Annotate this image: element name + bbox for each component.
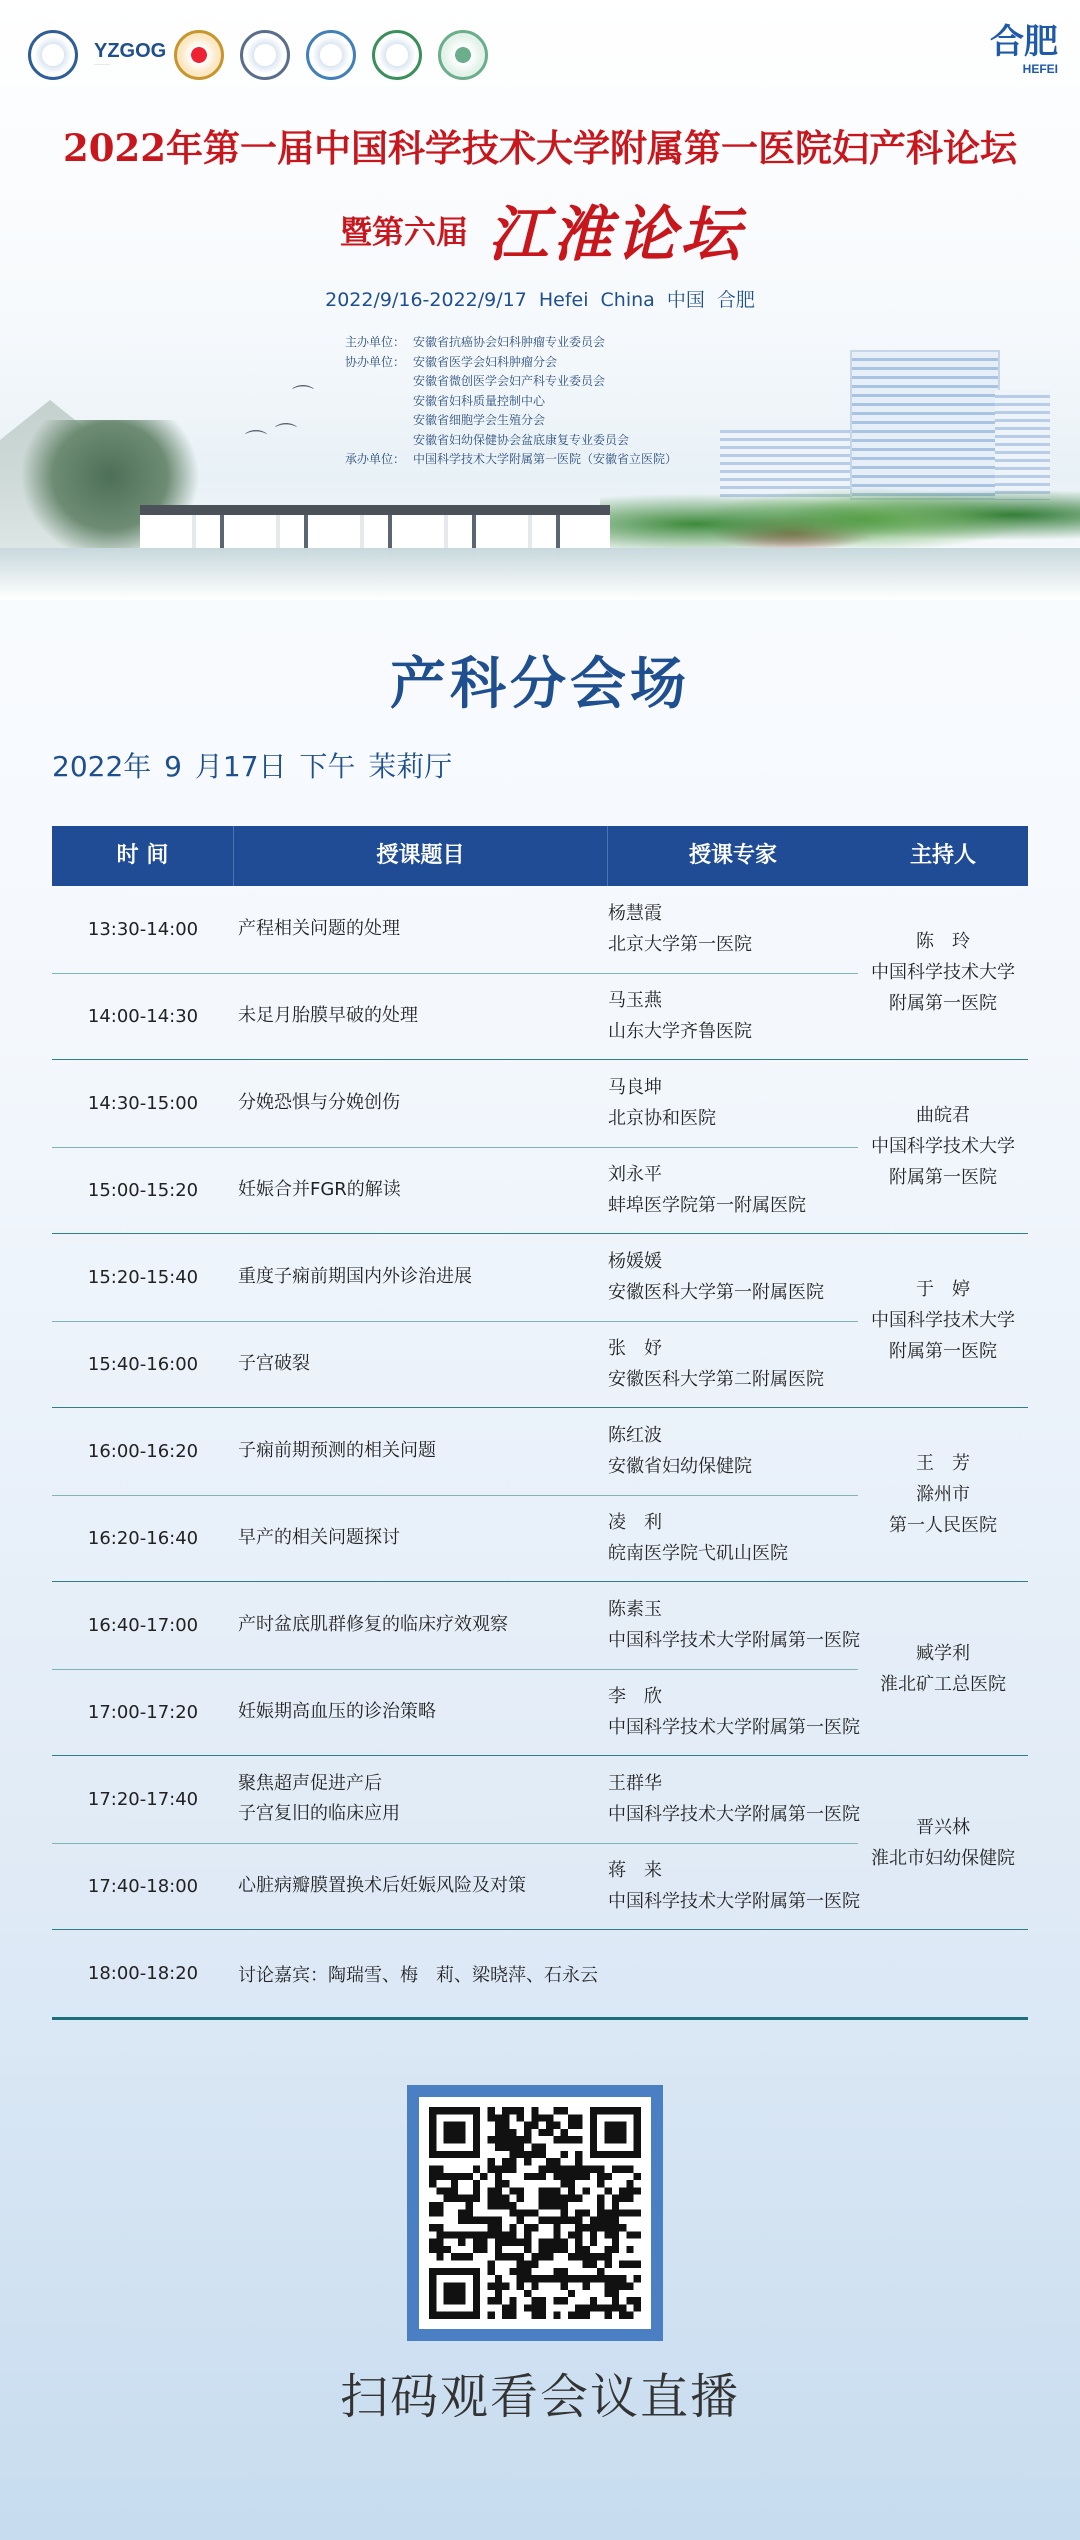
topic-line: 产程相关问题的处理 [238, 918, 400, 940]
organizer-row [345, 372, 765, 392]
forum-title: 2022年第一届中国科学技术大学附属第一医院妇产科论坛 [63, 126, 1017, 170]
discussion-row [52, 1930, 1028, 2020]
group-rows [52, 1060, 858, 1233]
expert-name: 刘永平 [608, 1164, 662, 1186]
table-row [52, 1321, 858, 1408]
lake-illustration [0, 548, 1080, 600]
host-name: 晋兴林 [916, 1816, 970, 1838]
forum-subtitle [340, 190, 744, 270]
expert-affiliation: 蚌埠医学院第一附属医院 [608, 1195, 806, 1217]
organizer-role: 协办单位： [345, 354, 406, 369]
expert-affiliation: 北京协和医院 [608, 1108, 716, 1130]
expert-affiliation: 中国科学技术大学附属第一医院 [608, 1804, 860, 1826]
host-affiliation: 中国科学技术大学 [871, 1136, 1015, 1157]
expert-affiliation: 中国科学技术大学附属第一医院 [608, 1717, 860, 1739]
qr-code-frame[interactable] [407, 2085, 663, 2341]
row-expert [608, 1768, 858, 1830]
table-row [52, 1408, 858, 1495]
organizers-list [345, 333, 765, 470]
row-expert [608, 1246, 858, 1308]
row-topic [234, 1697, 608, 1727]
organizer-role: 主办单位： [345, 335, 406, 349]
row-time: 17:00-17:20 [87, 1701, 199, 1723]
group-rows [52, 886, 858, 1059]
host-affiliation: 滁州市 [916, 1484, 970, 1505]
organizer-row [345, 411, 765, 431]
organizer-role [345, 431, 413, 451]
table-row [52, 886, 858, 973]
row-expert [608, 1072, 858, 1134]
expert-name: 凌 利 [608, 1512, 662, 1534]
organizer-row [345, 431, 765, 451]
crane-icon: ⌒ [245, 430, 268, 455]
expert-affiliation: 皖南医学院弋矶山医院 [608, 1543, 788, 1565]
row-topic [234, 1088, 608, 1118]
host-cell [858, 1408, 1028, 1581]
expert-name: 马玉燕 [608, 990, 662, 1012]
expert-name: 陈红波 [608, 1425, 662, 1447]
host-name: 王 芳 [916, 1453, 970, 1474]
host-name: 陈 玲 [916, 931, 970, 952]
row-topic [234, 1349, 608, 1379]
garden-illustration [600, 470, 1080, 560]
row-expert [608, 985, 858, 1047]
organizer-row [345, 450, 765, 470]
row-topic [234, 1871, 608, 1901]
row-time: 15:00-15:20 [87, 1179, 199, 1201]
header-time: 时 间 [52, 826, 234, 886]
expert-name: 李 欣 [608, 1686, 662, 1708]
qr-code-icon[interactable] [419, 2097, 651, 2329]
host-name: 于 婷 [916, 1279, 970, 1300]
row-topic [234, 1610, 608, 1640]
host-cell [858, 1060, 1028, 1233]
row-topic [234, 914, 608, 944]
topic-line: 产时盆底肌群修复的临床疗效观察 [238, 1614, 508, 1636]
row-expert [608, 1855, 858, 1917]
row-time: 15:40-16:00 [87, 1353, 199, 1375]
expert-affiliation: 安徽省妇幼保健院 [608, 1456, 752, 1478]
row-topic [234, 1436, 608, 1466]
row-time: 14:00-14:30 [87, 1005, 199, 1027]
expert-name: 王群华 [608, 1773, 662, 1795]
qr-caption: 扫码观看会议直播 [339, 2369, 740, 2425]
discussion-guests: 讨论嘉宾：陶瑞雪、梅 莉、梁晓萍、石永云 [238, 1964, 598, 1986]
host-affiliation: 附属第一医院 [889, 1341, 997, 1362]
topic-line: 子宫破裂 [238, 1353, 310, 1375]
table-body [52, 886, 1028, 1930]
topic-line: 妊娠期高血压的诊治策略 [238, 1701, 436, 1723]
expert-name: 蒋 来 [608, 1860, 662, 1882]
row-expert [608, 1681, 858, 1743]
group-rows [52, 1408, 858, 1581]
expert-affiliation: 安徽医科大学第二附属医院 [608, 1369, 824, 1391]
row-time: 15:20-15:40 [87, 1266, 199, 1288]
subtitle-prefix: 暨第六届 [340, 213, 469, 251]
row-time: 14:30-15:00 [87, 1092, 199, 1114]
organizer-role [345, 372, 413, 392]
row-topic [234, 1769, 608, 1829]
row-expert [608, 1420, 858, 1482]
session-group [52, 1234, 1028, 1408]
table-row [52, 1582, 858, 1669]
host-affiliation: 第一人民医院 [889, 1515, 997, 1536]
row-topic [234, 1523, 608, 1553]
row-expert [608, 1594, 858, 1656]
row-expert [608, 1507, 858, 1569]
schedule-table [52, 826, 1028, 2020]
expert-affiliation: 安徽医科大学第一附属医院 [608, 1282, 824, 1304]
organizer-row [345, 333, 765, 353]
table-row [52, 1234, 858, 1321]
organizer-name: 安徽省细胞学会生殖分会 [413, 413, 546, 427]
organizer-name: 安徽省妇科质量控制中心 [413, 393, 546, 408]
section-title: 产科分会场 [390, 652, 690, 717]
row-time: 13:30-14:00 [87, 918, 199, 940]
table-row [52, 1495, 858, 1582]
row-topic [234, 1175, 608, 1205]
organizer-role [345, 392, 413, 412]
organizer-role: 承办单位： [345, 452, 406, 466]
topic-line: 心脏病瓣膜置换术后妊娠风险及对策 [238, 1875, 526, 1897]
topic-line: 早产的相关问题探讨 [238, 1527, 400, 1549]
row-time: 17:20-17:40 [87, 1788, 199, 1810]
sponsor-logo-icon [306, 30, 356, 80]
host-cell [858, 1582, 1028, 1755]
row-time: 17:40-18:00 [87, 1875, 199, 1897]
session-group [52, 886, 1028, 1060]
host-cell [858, 1756, 1028, 1929]
row-topic [234, 1262, 608, 1292]
table-row [52, 1756, 858, 1843]
host-affiliation: 淮北矿工总医院 [880, 1673, 1006, 1695]
row-topic [234, 1001, 608, 1031]
group-rows [52, 1234, 858, 1407]
expert-name: 杨慧霞 [608, 903, 662, 925]
discussion-time: 18:00-18:20 [87, 1963, 199, 1984]
organizer-role [345, 411, 413, 431]
table-row [52, 1147, 858, 1234]
expert-name: 陈素玉 [608, 1599, 662, 1621]
topic-line: 分娩恐惧与分娩创伤 [238, 1092, 400, 1114]
organizer-name: 安徽省医学会妇科肿瘤分会 [413, 354, 558, 369]
table-row [52, 1060, 858, 1147]
subtitle-name: 江淮论坛 [488, 200, 745, 270]
host-affiliation: 附属第一医院 [889, 1167, 997, 1188]
row-expert [608, 1159, 858, 1221]
organizer-name: 安徽省微创医学会妇产科专业委员会 [413, 374, 606, 388]
session-group [52, 1582, 1028, 1756]
topic-line: 重度子痫前期国内外诊治进展 [238, 1266, 472, 1288]
sponsor-logo-icon [438, 30, 488, 80]
row-expert [608, 1333, 858, 1395]
session-group [52, 1408, 1028, 1582]
group-rows [52, 1756, 858, 1929]
organizer-name: 安徽省妇幼保健协会盆底康复专业委员会 [413, 432, 630, 447]
expert-name: 杨媛媛 [608, 1251, 662, 1273]
host-cell [858, 1234, 1028, 1407]
organizer-name: 安徽省抗癌协会妇科肿瘤专业委员会 [413, 335, 606, 349]
organizer-name: 中国科学技术大学附属第一医院（安徽省立医院） [413, 452, 678, 466]
crane-icon: ⌒ [275, 423, 298, 448]
row-time: 16:20-16:40 [87, 1527, 199, 1549]
host-affiliation: 中国科学技术大学 [871, 962, 1015, 983]
header-topic: 授课题目 [234, 826, 608, 886]
table-row [52, 1669, 858, 1756]
qr-code-icon[interactable] [429, 2107, 641, 2319]
host-affiliation: 淮北市妇幼保健院 [871, 1847, 1015, 1869]
expert-affiliation: 中国科学技术大学附属第一医院 [608, 1630, 860, 1652]
topic-line: 聚焦超声促进产后 [238, 1773, 382, 1795]
header-expert: 授课专家 [688, 843, 777, 868]
expert-name: 马良坤 [608, 1077, 662, 1099]
session-info: 2022年 9 月17日 下午 茉莉厅 [52, 750, 453, 783]
row-expert [608, 898, 858, 960]
topic-line: 未足月胎膜早破的处理 [238, 1005, 418, 1027]
host-affiliation: 中国科学技术大学 [871, 1310, 1015, 1331]
sponsor-logo-icon [240, 30, 290, 80]
group-rows [52, 1582, 858, 1755]
hefei-logo: 合肥 HEFEI [990, 22, 1058, 76]
table-row [52, 1843, 858, 1930]
organizer-row [345, 353, 765, 373]
crane-icon: ⌒ [292, 385, 315, 410]
expert-affiliation: 中国科学技术大学附属第一医院 [608, 1891, 860, 1913]
organizer-row [345, 392, 765, 412]
yzgog-logo: YZGOG ········ [94, 40, 167, 68]
sponsor-logo-icon [28, 30, 78, 80]
header-banner [0, 0, 1080, 600]
header-host: 主持人 [909, 843, 976, 868]
table-row [52, 973, 858, 1060]
sponsor-logo-icon [372, 30, 422, 80]
expert-affiliation: 北京大学第一医院 [608, 934, 752, 956]
host-name: 臧学利 [916, 1642, 970, 1664]
topic-line: 子痫前期预测的相关问题 [238, 1440, 436, 1462]
expert-affiliation: 山东大学齐鲁医院 [608, 1021, 752, 1043]
expert-name: 张 妤 [608, 1338, 662, 1360]
topic-line: 妊娠合并FGR的解读 [238, 1179, 401, 1201]
row-time: 16:00-16:20 [87, 1440, 199, 1462]
host-name: 曲皖君 [916, 1105, 970, 1126]
session-group [52, 1756, 1028, 1930]
topic-line: 子宫复旧的临床应用 [238, 1803, 400, 1825]
host-cell [858, 886, 1028, 1059]
sponsor-logo-icon [174, 30, 224, 80]
sponsor-logos [28, 28, 504, 82]
date-location: 2022/9/16-2022/9/17 Hefei China 中国 合肥 [325, 289, 755, 311]
row-time: 16:40-17:00 [87, 1614, 199, 1636]
host-affiliation: 附属第一医院 [889, 993, 997, 1014]
session-group [52, 1060, 1028, 1234]
table-header [52, 826, 1028, 886]
